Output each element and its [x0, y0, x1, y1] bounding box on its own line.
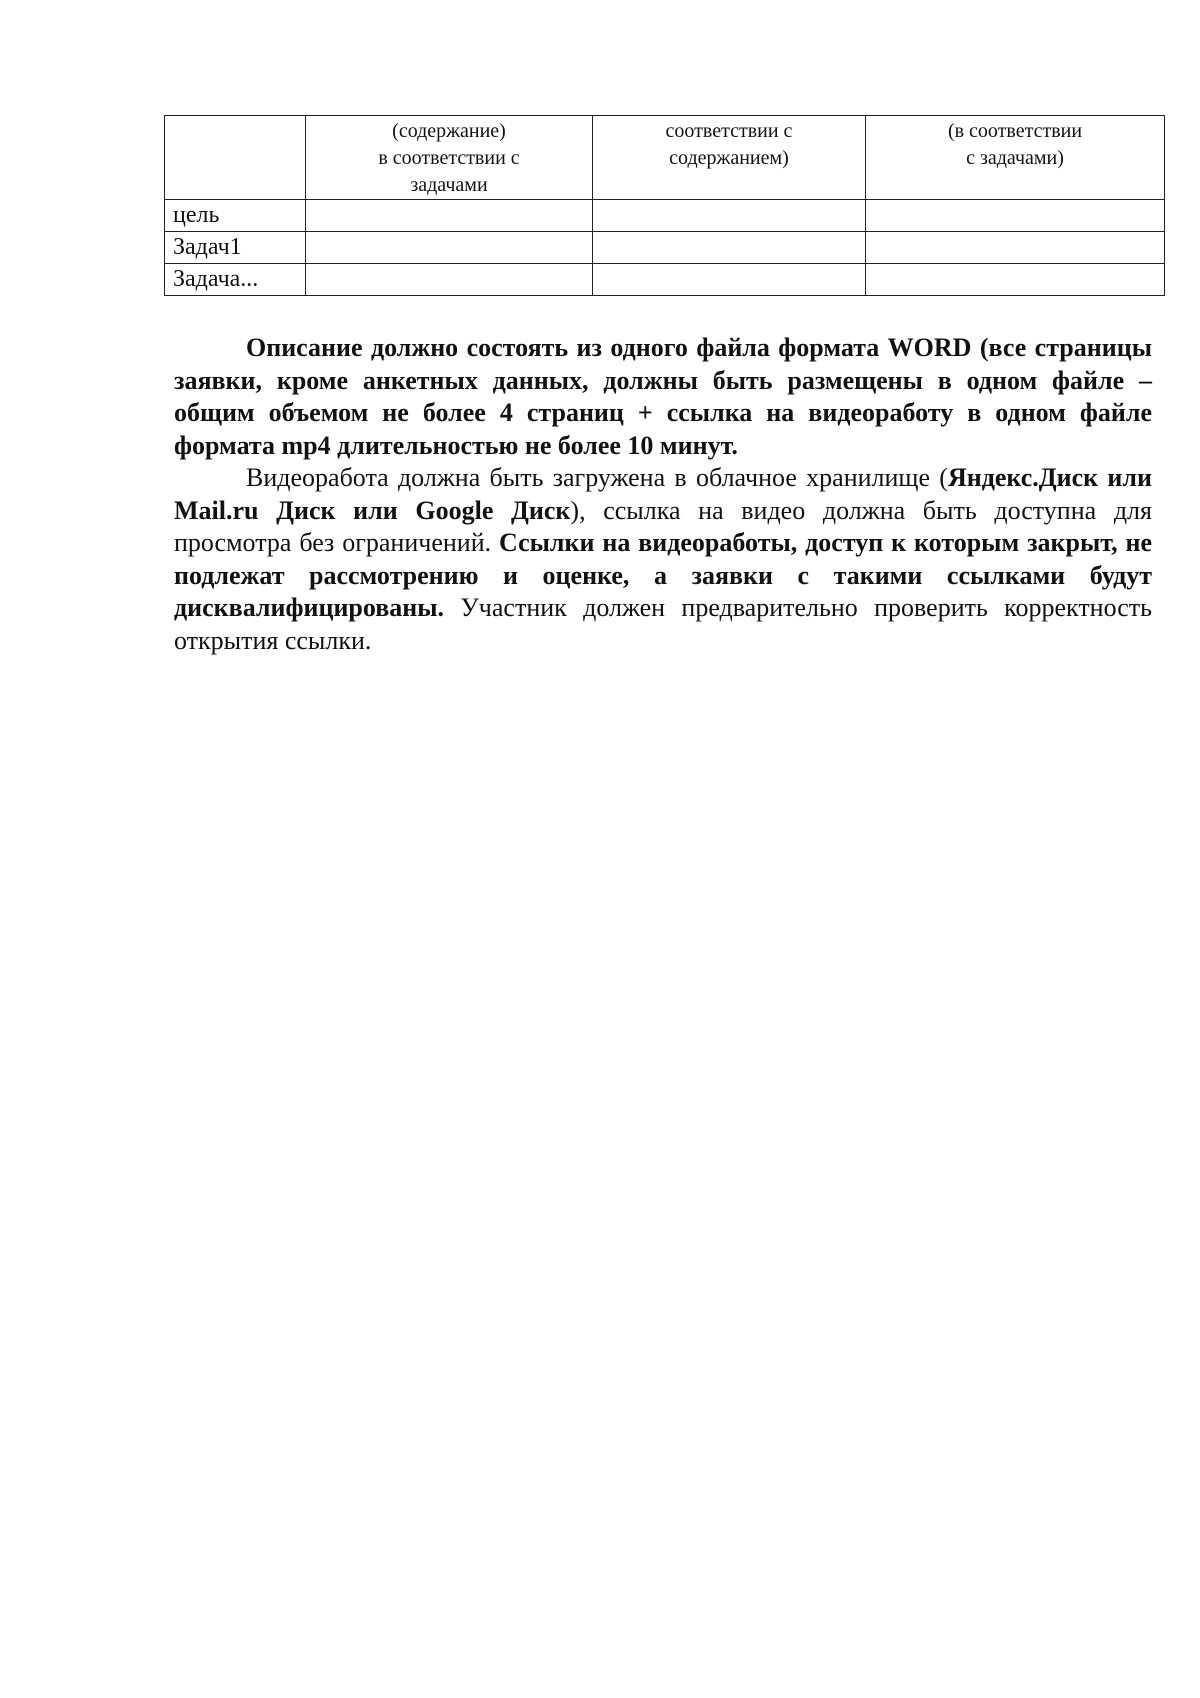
row-label: цель — [165, 200, 306, 232]
header-cell-2: (содержание) в соответствии с задачами — [306, 116, 593, 200]
table-header-row — [165, 116, 1165, 200]
header-cell-1 — [165, 116, 306, 200]
video-paragraph — [174, 462, 1152, 657]
table-cell — [866, 264, 1165, 296]
table-row — [165, 200, 1165, 232]
table-row — [165, 264, 1165, 296]
table-cell — [306, 232, 593, 264]
body-text — [174, 332, 1152, 657]
video-text-part-3: ), ссылка на видео должна быть доступна для просмотра без ограничений. — [174, 495, 1152, 557]
disqualification-bold-text: Ссылки на видеоработы, доступ к которым закрыт, не подлежат рассмотрению и оценке, а заявки с такими ссылками будут дисквалифицированы. — [174, 528, 1152, 622]
row-label: Задач1 — [165, 232, 306, 264]
table-cell — [306, 200, 593, 232]
header-cell-4: (в соответствии с задачами) — [866, 116, 1165, 200]
table-row — [165, 232, 1165, 264]
cloud-services-bold-text: Яндекс.Диск или Mail.ru Диск или Google Диск — [174, 463, 1152, 525]
table-cell — [593, 232, 866, 264]
requirements-paragraph — [174, 332, 1152, 462]
row-label: Задача... — [165, 264, 306, 296]
requirements-bold-text: Описание должно состоять из одного файла формата WORD (все страницы заявки, кроме анкетных данных, должны быть размещены в одном файле – общим объемом не более 4 страниц + ссылка на видеоработу в одном файле формата mp4 длительностью не более 10 минут. — [174, 333, 1152, 460]
tasks-table — [164, 115, 1165, 296]
header-cell-3: соответствии с содержанием) — [593, 116, 866, 200]
table-cell — [866, 232, 1165, 264]
table-cell — [306, 264, 593, 296]
table-cell — [866, 200, 1165, 232]
table-cell — [593, 264, 866, 296]
table-cell — [593, 200, 866, 232]
video-text-part-5: Участник должен предварительно проверить корректность открытия ссылки. — [174, 593, 1152, 655]
video-text-part-1: Видеоработа должна быть загружена в облачное хранилище ( — [246, 463, 948, 492]
